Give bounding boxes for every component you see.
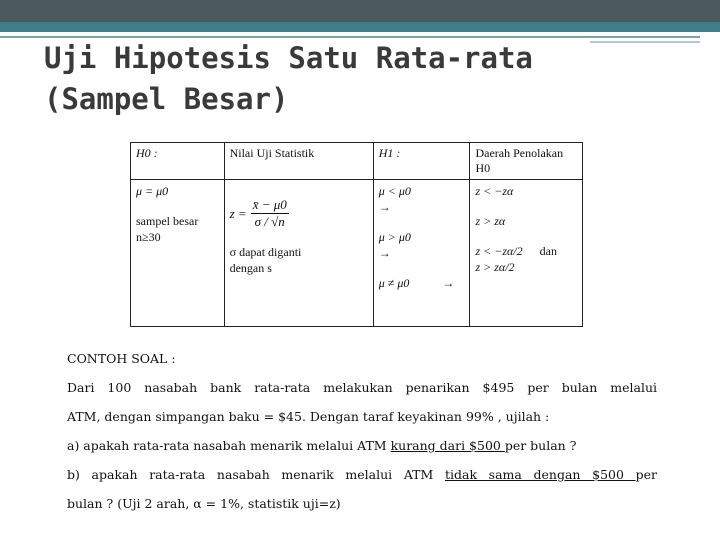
reject-two-left xyxy=(475,243,577,259)
reject-left: z < −zα xyxy=(475,184,514,198)
table-body-row xyxy=(131,180,583,327)
header-rule-short xyxy=(590,41,700,43)
hypothesis-table xyxy=(130,142,583,327)
problem-line-2: ATM, dengan simpangan baku = $45. Dengan taraf keyakinan 99% , ujilah : xyxy=(67,409,550,424)
arrow-3: → xyxy=(442,276,455,290)
question-a xyxy=(67,431,657,460)
z-formula xyxy=(230,197,368,230)
h0-equation: μ = μ0 xyxy=(136,184,169,198)
formula-numerator: x̄ − μ0 xyxy=(252,197,287,212)
arrow-2: → xyxy=(378,246,391,260)
formula-fraction xyxy=(251,197,289,230)
h1-greater: μ > μ0 xyxy=(378,230,411,244)
example-heading: CONTOH SOAL : xyxy=(67,351,176,366)
title-line-1: Uji Hipotesis Satu Rata-rata xyxy=(44,41,533,75)
title-line-2: (Sampel Besar) xyxy=(44,82,289,116)
cell-test-stat xyxy=(224,180,373,327)
h1-not-equal xyxy=(379,275,465,291)
cell-rejection xyxy=(470,180,583,327)
question-b-underlined: tidak sama dengan $500 xyxy=(444,467,636,482)
question-a-underlined: kurang dari $500 xyxy=(390,438,505,453)
formula-lhs: z = xyxy=(229,205,247,221)
cell-h0 xyxy=(131,180,225,327)
h1-less: μ < μ0 xyxy=(378,184,411,198)
cell-h1 xyxy=(373,180,470,327)
large-sample-label: sampel besar xyxy=(136,214,199,228)
header-h0: H0 : xyxy=(131,143,225,180)
arrow-1: → xyxy=(378,200,391,214)
question-a-text: a) apakah rata-rata nasabah menarik melalui ATM xyxy=(67,438,391,453)
problem-line-1: Dari 100 nasabah bank rata-rata melakukan penarikan $495 per bulan melalui xyxy=(67,380,657,395)
h1-not-equal-text: μ ≠ μ0 xyxy=(378,276,410,290)
reject-two-left-text: z < −zα/2 xyxy=(475,244,523,258)
question-a-end: per bulan ? xyxy=(504,438,577,453)
sigma-note-2: dengan s xyxy=(229,261,272,275)
reject-right: z > zα xyxy=(475,214,506,228)
table-header-row xyxy=(131,143,583,180)
question-b-end: per xyxy=(635,467,657,482)
and-label: dan xyxy=(539,244,557,258)
formula-denominator: σ / √n xyxy=(254,214,285,229)
question-b xyxy=(67,460,657,489)
header-test-stat: Nilai Uji Statistik xyxy=(224,143,373,180)
top-teal-bar xyxy=(0,22,720,32)
reject-two-right: z > zα/2 xyxy=(475,260,515,274)
question-b-line-2: bulan ? (Uji 2 arah, α = 1%, statistik uji=z) xyxy=(67,496,341,511)
header-rejection-region: Daerah Penolakan H0 xyxy=(470,143,583,180)
header-h1: H1 : xyxy=(373,143,470,180)
question-b-text: b) apakah rata-rata nasabah menarik melalui ATM xyxy=(67,467,445,482)
sample-size-label: n≥30 xyxy=(136,230,161,244)
top-dark-bar xyxy=(0,0,720,22)
example-problem xyxy=(67,344,657,518)
slide-title xyxy=(44,38,533,120)
sigma-note-1: σ dapat diganti xyxy=(229,245,302,259)
